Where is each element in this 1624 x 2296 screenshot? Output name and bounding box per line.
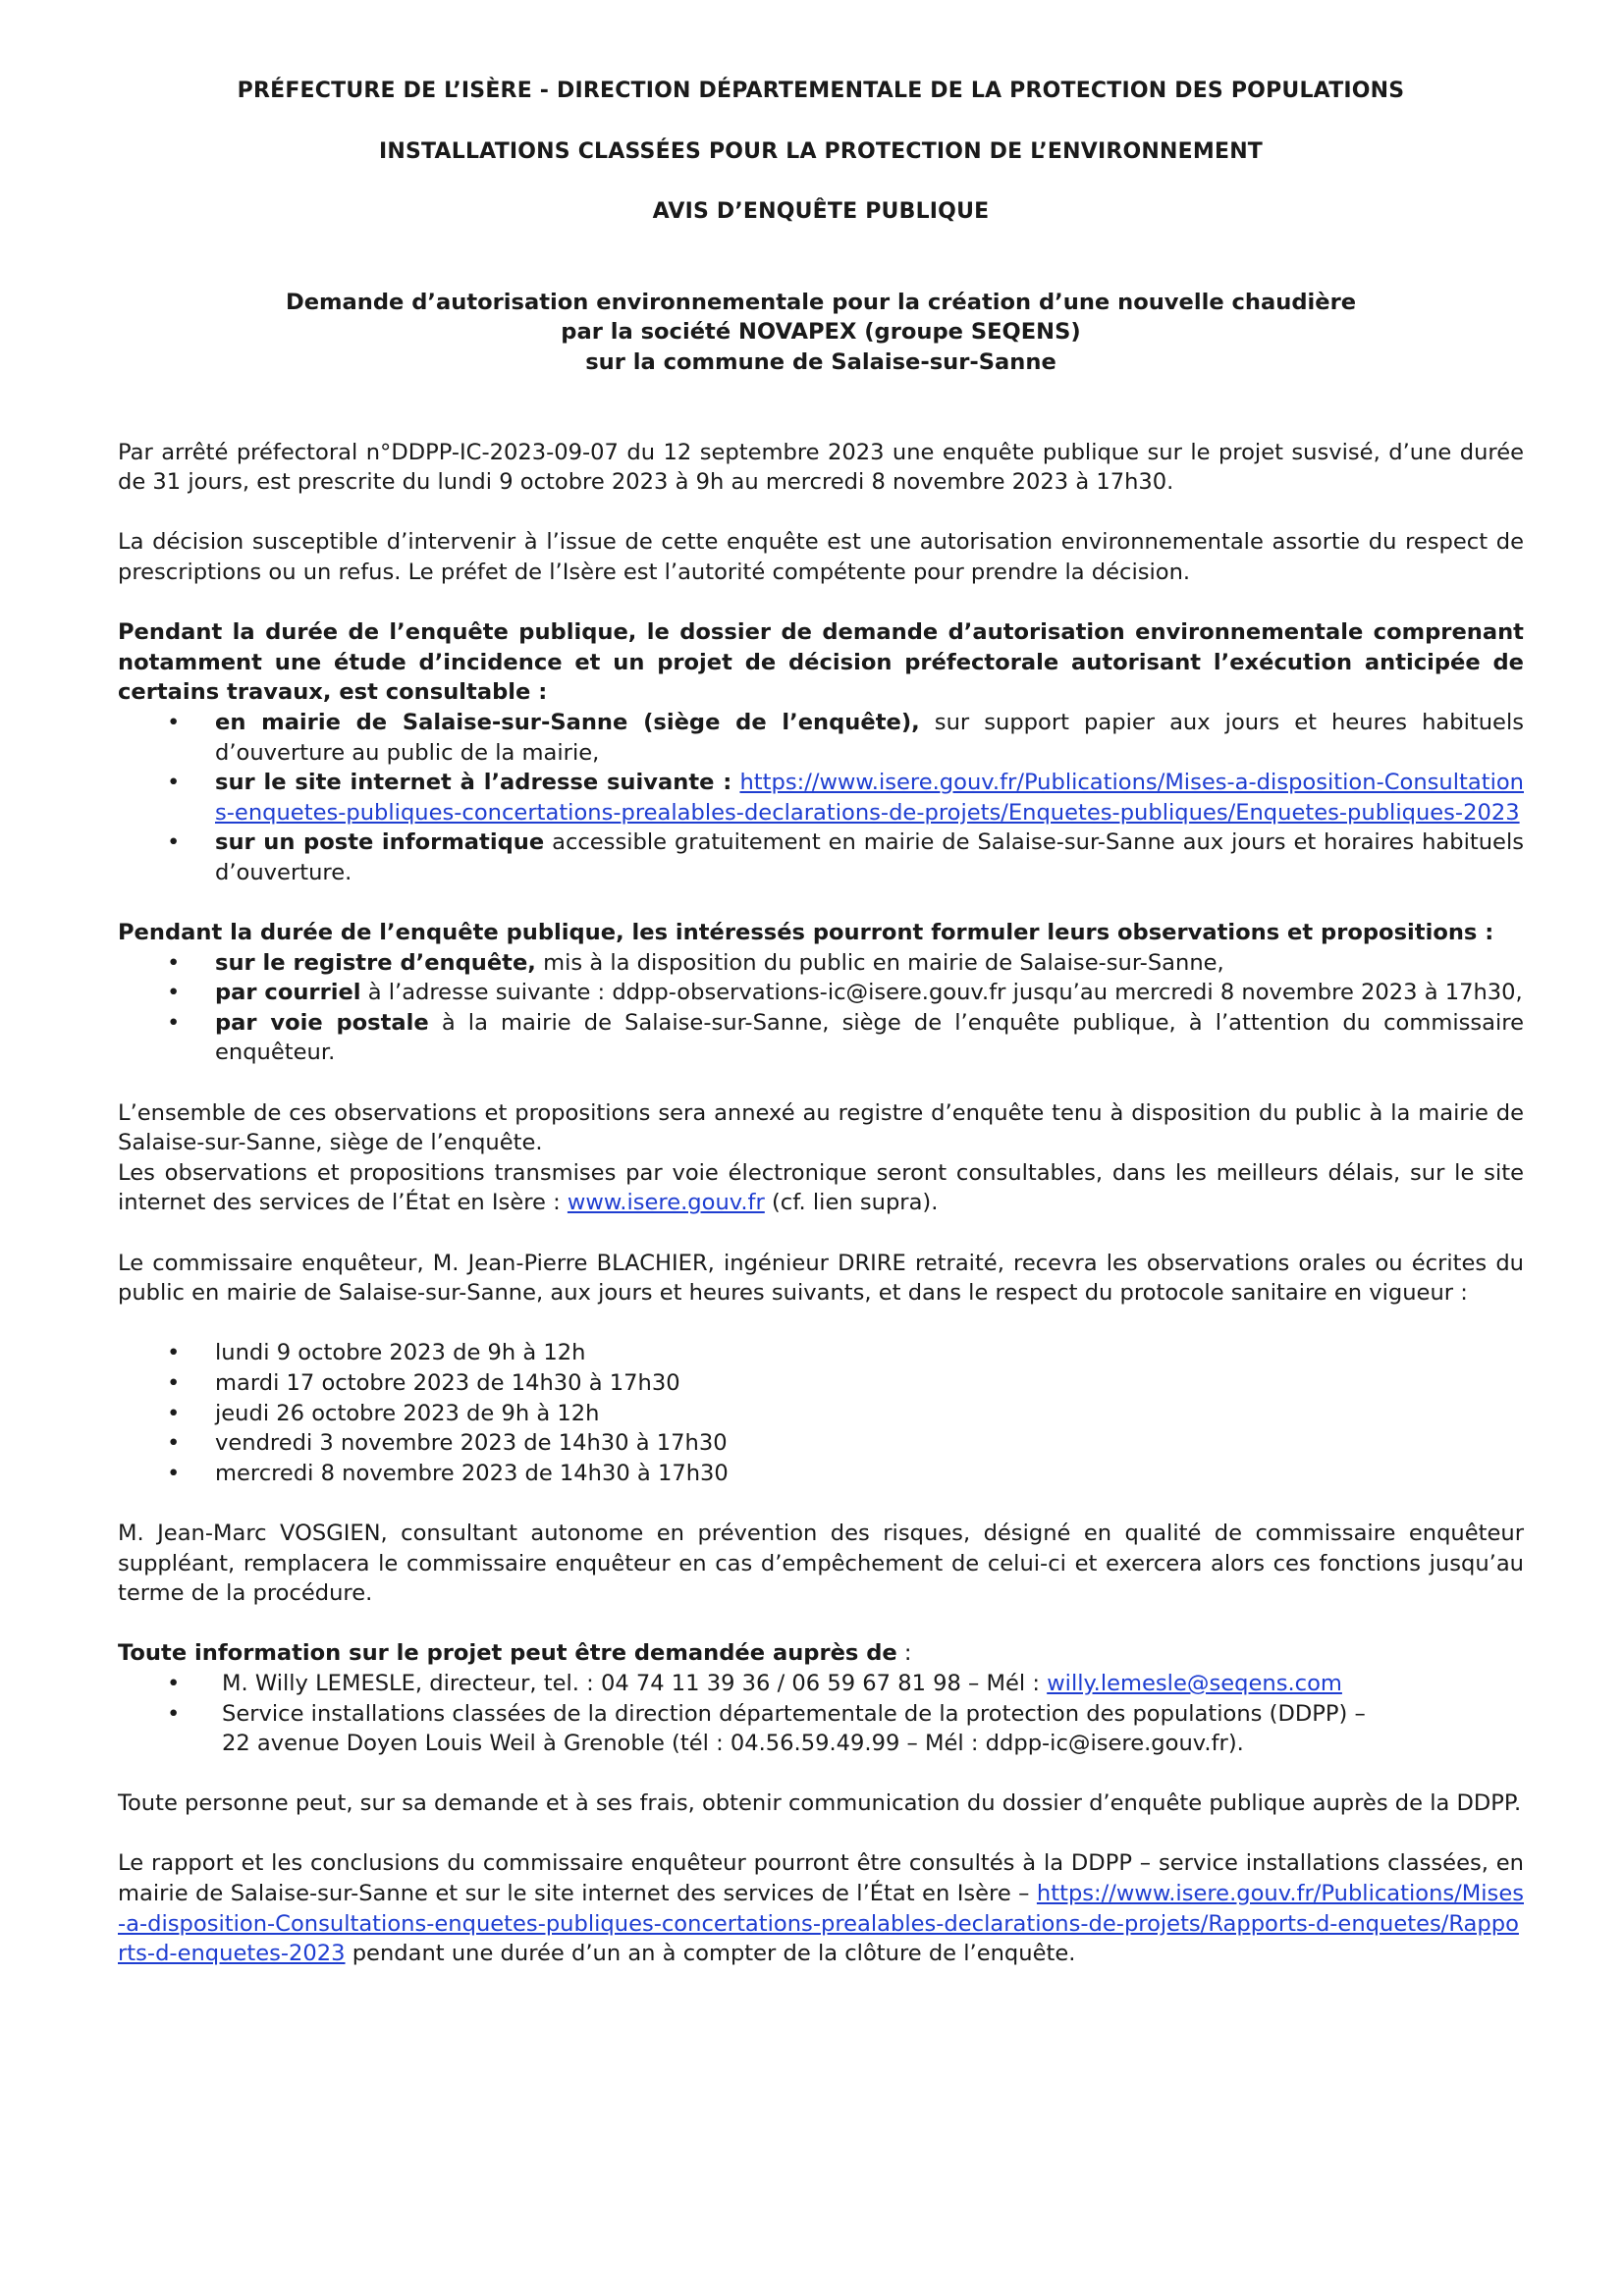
permanence-item: • mardi 17 octobre 2023 de 14h30 à 17h30	[118, 1368, 1524, 1399]
decision-paragraph: La décision susceptible d’intervenir à l’issue de cette enquête est une autorisation environnementale assortie du respect de prescriptions ou un refus. Le préfet de l’Isère est l’autorité compétente pour prendre la décision.	[118, 529, 1524, 585]
item-bold: sur un poste informatique	[215, 829, 545, 856]
electronic-text-end: (cf. lien supra).	[764, 1190, 939, 1216]
contact-text: M. Willy LEMESLE, directeur, tel. : 04 74 11 39 36 / 06 59 67 81 98 – Mél :	[222, 1670, 1048, 1696]
info-heading-colon: :	[896, 1640, 912, 1667]
contact-text: • Service installations classées de la direction départementale de la protection des populations (DDPP) –	[222, 1700, 1366, 1727]
subject-line: par la société NOVAPEX (groupe SEQENS)	[561, 319, 1081, 346]
observations-heading-text: Pendant la durée de l’enquête publique, les intéressés pourront formuler leurs observations et propositions :	[118, 920, 1494, 946]
consult-list	[118, 708, 1524, 888]
header-icpe: INSTALLATIONS CLASSÉES POUR LA PROTECTION DE L’ENVIRONNEMENT	[378, 138, 1264, 164]
item-bold: par courriel	[215, 980, 361, 1006]
list-item	[118, 708, 1524, 768]
rapport-link[interactable]: https://www.isere.gouv.fr/Publications/Mises-a-disposition-Consultations-enquetes-publiques-concertations-prealables-declarations-de-projets/Rapports-d-enquetes/Rapports-d-enquetes-2023	[118, 1881, 1524, 1967]
list-item	[118, 948, 1524, 979]
rapport-text: Le rapport et les conclusions du commissaire enquêteur pourront être consultés à la DDPP – service installations classées, en mairie de Salaise-sur-Sanne et sur le site internet des services de l’État en Isère –	[118, 1850, 1524, 1907]
item-text: sur support papier aux jours et heures habituels d’ouverture au public de la mairie,	[215, 709, 1524, 766]
annex-paragraph: L’ensemble de ces observations et propositions sera annexé au registre d’enquête tenu à disposition du public à la mairie de Salaise-sur-Sanne, siège de l’enquête.	[118, 1099, 1524, 1156]
electronic-paragraph	[118, 1158, 1524, 1218]
consultation-link[interactable]: https://www.isere.gouv.fr/Publications/Mises-a-disposition-Consultations-enquetes-publiques-concertations-prealables-declarations-de-projets/Enquetes-publiques/Enquetes-publiques-2023	[215, 770, 1524, 826]
intro-paragraph: Par arrêté préfectoral n°DDPP-IC-2023-09-07 du 12 septembre 2023 une enquête publique sur le projet susvisé, d’une durée de 31 jours, est prescrite du lundi 9 octobre 2023 à 9h au mercredi 8 novembre 2023 à 17h30.	[118, 439, 1524, 496]
item-bold: par voie postale	[215, 1009, 429, 1036]
header-prefecture: PRÉFECTURE DE L’ISÈRE - DIRECTION DÉPARTEMENTALE DE LA PROTECTION DES POPULATIONS	[237, 79, 1405, 103]
info-heading	[118, 1638, 1524, 1669]
item-bold: sur le registre d’enquête,	[215, 949, 536, 976]
consult-heading	[118, 617, 1524, 708]
subject-block	[118, 288, 1524, 378]
item-text: mis à la disposition du public en mairie de Salaise-sur-Sanne,	[535, 949, 1224, 976]
list-item	[118, 1008, 1524, 1068]
item-bold: sur le site internet à l’adresse suivante :	[215, 770, 732, 796]
list-item	[118, 978, 1524, 1008]
subject-line: sur la commune de Salaise-sur-Sanne	[585, 348, 1056, 375]
electronic-text: Les observations et propositions transmises par voie électronique seront consultables, dans les meilleurs délais, sur le site internet des services de l’État en Isère :	[118, 1159, 1524, 1216]
commissaire-paragraph: Le commissaire enquêteur, M. Jean-Pierre BLACHIER, ingénieur DRIRE retraité, recevra les observations orales ou écrites du public en mairie de Salaise-sur-Sanne, aux jours et heures suivants, et dans le respect du protocole sanitaire en vigueur :	[118, 1250, 1524, 1307]
item-text: à la mairie de Salaise-sur-Sanne, siège de l’enquête publique, à l’attention du commissaire enquêteur.	[215, 1009, 1525, 1066]
contacts-list	[118, 1669, 1524, 1759]
list-item	[118, 768, 1524, 828]
contact-item	[118, 1699, 1524, 1759]
observations-heading	[118, 918, 1524, 948]
rapport-text-end: pendant une durée d’un an à compter de la clôture de l’enquête.	[345, 1941, 1076, 1967]
contact-item	[118, 1669, 1524, 1699]
permanence-item: • jeudi 26 octobre 2023 de 9h à 12h	[118, 1399, 1524, 1429]
observations-list	[118, 948, 1524, 1068]
item-bold: en mairie de Salaise-sur-Sanne (siège de l’enquête),	[215, 709, 920, 735]
contact-email-link[interactable]: willy.lemesle@seqens.com	[1047, 1670, 1342, 1696]
item-text: accessible gratuitement en mairie de Salaise-sur-Sanne aux jours et horaires habituels d’ouverture.	[215, 829, 1524, 885]
suppleant-paragraph: M. Jean-Marc VOSGIEN, consultant autonome en prévention des risques, désigné en qualité de commissaire enquêteur suppléant, remplacera le commissaire enquêteur en cas d’empêchement de celui-ci et exercera alors ces fonctions jusqu’au terme de la procédure.	[118, 1520, 1524, 1607]
info-heading-text: Toute information sur le projet peut être demandée auprès de	[118, 1640, 897, 1667]
list-item	[118, 828, 1524, 887]
item-text: à l’adresse suivante : ddpp-observations-ic@isere.gouv.fr jusqu’au mercredi 8 novembre 2023 à 17h30,	[360, 980, 1523, 1006]
permanences-list	[118, 1338, 1524, 1488]
permanence-item: • lundi 9 octobre 2023 de 9h à 12h	[118, 1338, 1524, 1368]
contact-text: 22 avenue Doyen Louis Weil à Grenoble (tél : 04.56.59.49.99 – Mél : ddpp-ic@isere.gouv.fr).	[222, 1731, 1244, 1757]
isere-site-link[interactable]: www.isere.gouv.fr	[567, 1190, 765, 1216]
permanence-item: • mercredi 8 novembre 2023 de 14h30 à 17h30	[118, 1459, 1524, 1489]
subject-line: Demande d’autorisation environnementale pour la création d’une nouvelle chaudière	[285, 289, 1357, 315]
consult-heading-text: Pendant la durée de l’enquête publique, le dossier de demande d’autorisation environnementale comprenant notamment une étude d’incidence et un projet de décision préfectorale autorisant l’exécution anticipée de certains travaux, est consultable :	[118, 619, 1524, 706]
header-avis: AVIS D’ENQUÊTE PUBLIQUE	[652, 199, 990, 225]
permanence-item: • vendredi 3 novembre 2023 de 14h30 à 17h30	[118, 1428, 1524, 1459]
rapport-paragraph	[118, 1848, 1524, 1968]
communication-paragraph: Toute personne peut, sur sa demande et à ses frais, obtenir communication du dossier d’enquête publique auprès de la DDPP.	[118, 1790, 1522, 1817]
